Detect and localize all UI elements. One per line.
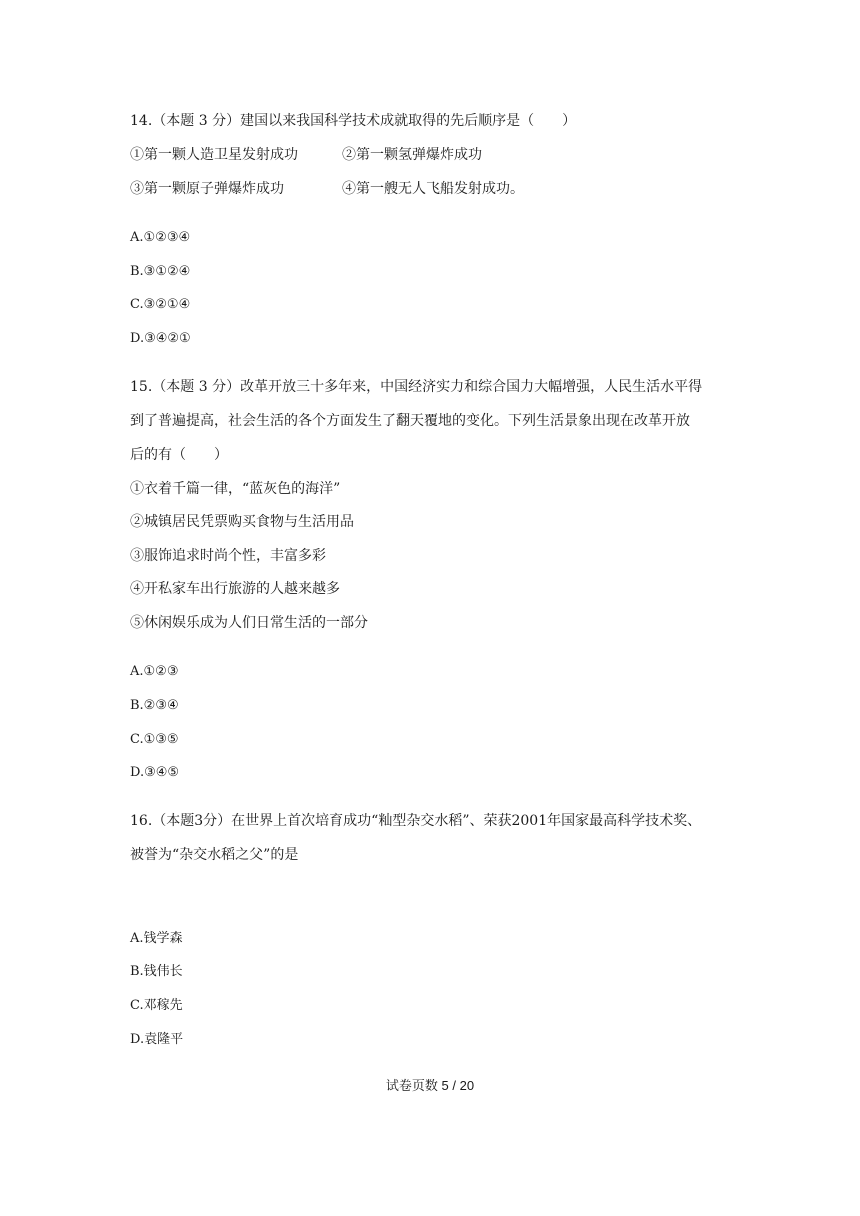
- q15-option-a[interactable]: A.①②③: [130, 664, 179, 679]
- q15-item-4: ④开私家车出行旅游的人越来越多: [130, 581, 340, 597]
- q14-item-3: ③第一颗原子弹爆炸成功: [130, 181, 284, 197]
- q16-stem-line-1: 16.（本题3分）在世界上首次培育成功“籼型杂交水稻”、荣获2001年国家最高科学技术奖、: [130, 813, 702, 829]
- q14-option-c[interactable]: C.③②①④: [130, 297, 191, 312]
- q15-item-5: ⑤休闲娱乐成为人们日常生活的一部分: [130, 615, 368, 631]
- q14-option-b[interactable]: B.③①②④: [130, 264, 191, 279]
- q14-item-2: ②第一颗氢弹爆炸成功: [342, 147, 482, 163]
- q15-stem-line-1: 15.（本题 3 分）改革开放三十多年来，中国经济实力和综合国力大幅增强，人民生活水平得: [130, 379, 703, 395]
- q16-option-c[interactable]: C.邓稼先: [130, 998, 183, 1013]
- q15-stem-line-3: 后的有（ ）: [130, 447, 228, 463]
- q16-option-b[interactable]: B.钱伟长: [130, 964, 183, 979]
- page-footer: 试卷页数 5 / 20: [385, 1078, 475, 1093]
- q14-item-row-1: [130, 145, 482, 165]
- q15-option-b[interactable]: B.②③④: [130, 698, 179, 713]
- q14-item-4: ④第一艘无人飞船发射成功。: [342, 181, 524, 197]
- q15-item-3: ③服饰追求时尚个性，丰富多彩: [130, 548, 326, 564]
- q14-item-row-2: [130, 179, 524, 199]
- q14-option-d[interactable]: D.③④②①: [130, 331, 191, 346]
- q14-item-1: ①第一颗人造卫星发射成功: [130, 147, 298, 163]
- q15-option-d[interactable]: D.③④⑤: [130, 765, 180, 780]
- q16-option-d[interactable]: D.袁隆平: [130, 1032, 184, 1047]
- q14-option-a[interactable]: A.①②③④: [130, 230, 191, 245]
- q15-item-2: ②城镇居民凭票购买食物与生活用品: [130, 514, 354, 530]
- q16-stem-line-2: 被誉为“杂交水稻之父”的是: [130, 847, 299, 863]
- q15-item-1: ①衣着千篇一律，“蓝灰色的海洋”: [130, 481, 341, 497]
- q15-option-c[interactable]: C.①③⑤: [130, 732, 179, 747]
- q14-stem: 14.（本题 3 分）建国以来我国科学技术成就取得的先后顺序是（ ）: [130, 113, 577, 129]
- q15-stem-line-2: 到了普遍提高，社会生活的各个方面发生了翻天覆地的变化。下列生活景象出现在改革开放: [130, 413, 690, 429]
- q16-option-a[interactable]: A.钱学森: [130, 931, 183, 946]
